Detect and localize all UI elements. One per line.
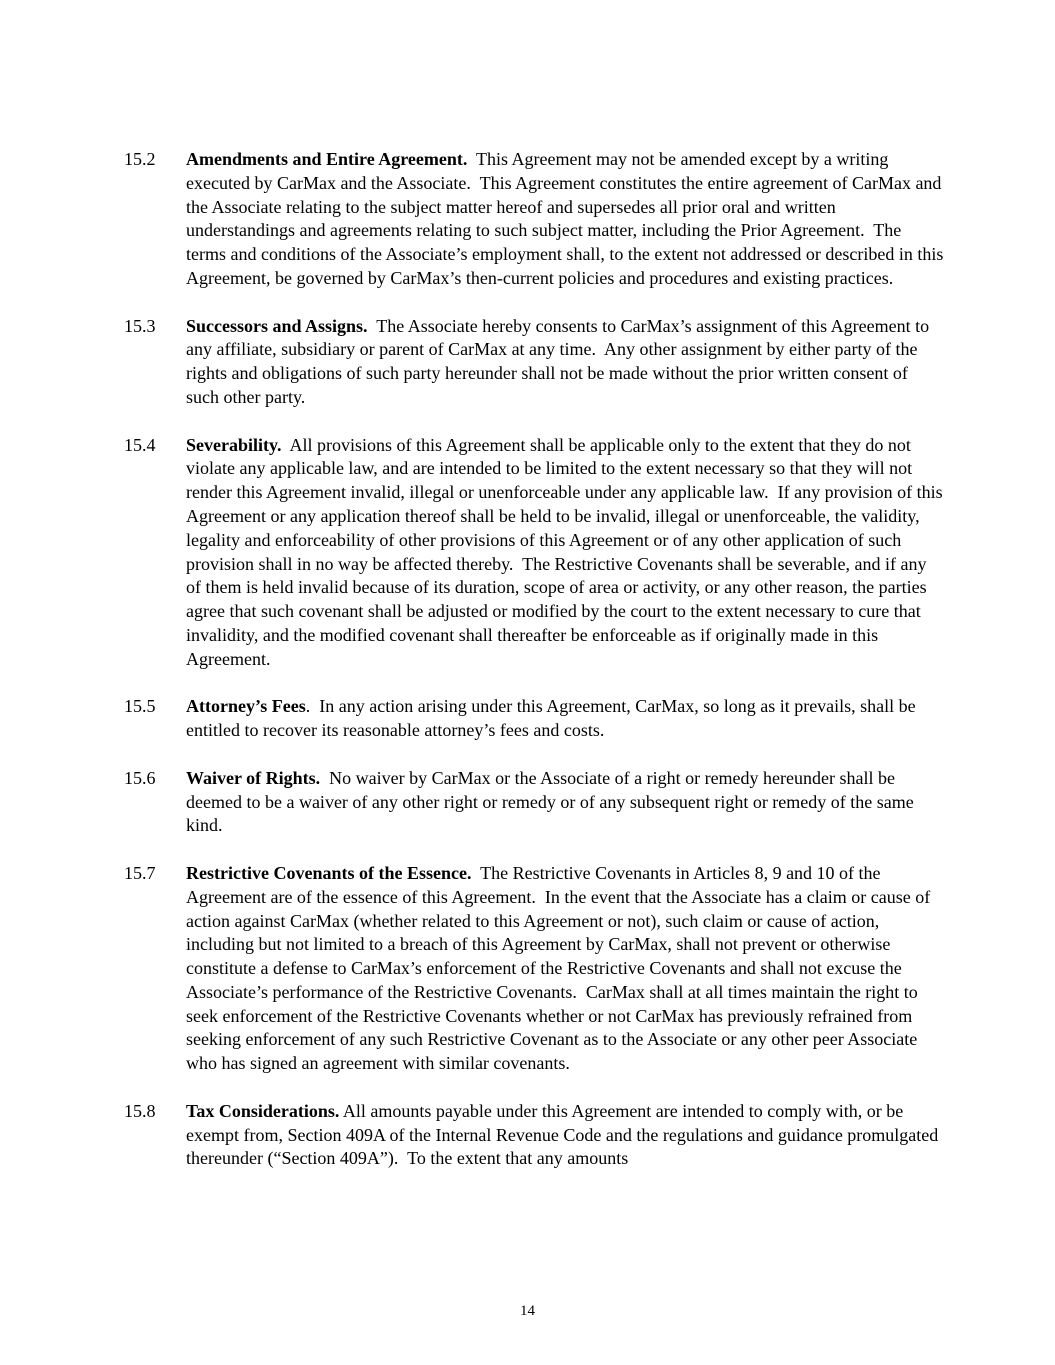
section-15-3 [124, 315, 944, 410]
section-body [186, 148, 947, 291]
section-body [186, 695, 944, 743]
section-body [186, 434, 947, 672]
section-15-6 [124, 767, 944, 838]
section-number: 15.2 [124, 149, 156, 169]
section-body [186, 862, 944, 1076]
section-heading: Severability. [186, 434, 282, 455]
document-body [124, 148, 947, 1195]
section-text: The Restrictive Covenants in Articles 8, 9 and 10 of the Agreement are of the essence of this Agreement. In the event that the Associate has a claim or cause of action against CarMax (whether related to this Agreement or not), such claim or cause of action, including but not limited to a breach of this Agreement by CarMax, shall not prevent or otherwise constitute a defense to CarMax’s enforcement of the Restrictive Covenants and shall not excuse the Associate’s performance of the Restrictive Covenants. CarMax shall at all times maintain the right to seek enforcement of the Restrictive Covenants whether or not CarMax has previously refrained from seeking enforcement of any such Restrictive Covenant as to the Associate or any other peer Associate who has signed an agreement with similar covenants. [186, 862, 935, 1074]
section-text: The Associate hereby consents to CarMax’s assignment of this Agreement to any affiliate, subsidiary or parent of CarMax at any time. Any other assignment by either party of the rights and obligations of such party hereunder shall not be made without the prior written consent of such other party. [186, 315, 934, 407]
section-15-7 [124, 862, 944, 1076]
section-body [186, 315, 944, 410]
section-heading: Restrictive Covenants of the Essence. [186, 862, 472, 883]
section-heading: Waiver of Rights. [186, 767, 321, 788]
section-text: All provisions of this Agreement shall be applicable only to the extent that they do not violate any applicable law, and are intended to be limited to the extent necessary so that they will not render this Agreement invalid, illegal or unenforceable under any applicable law. If any provision of this Agreement or any application thereof shall be held to be invalid, illegal or unenforceable, the validity, legality and enforceability of other provisions of this Agreement or of any other application of such provision shall in no way be affected thereby. The Restrictive Covenants shall be severable, and if any of them is held invalid because of its duration, scope of area or activity, or any other reason, the parties agree that such covenant shall be adjusted or modified by the court to the extent necessary to cure that invalidity, and the modified covenant shall thereafter be enforceable as if originally made in this Agreement. [186, 434, 947, 669]
section-text: All amounts payable under this Agreement are intended to comply with, or be exempt from, Section 409A of the Internal Revenue Code and the regulations and guidance promulgated thereunder (“Section 409A”). To the extent that any amounts [186, 1100, 943, 1169]
section-text: This Agreement may not be amended except by a writing executed by CarMax and the Associate. This Agreement constitutes the entire agreement of CarMax and the Associate relating to the subject matter hereof and supersedes all prior oral and written understandings and agreements relating to such subject matter, including the Prior Agreement. The terms and conditions of the Associate’s employment shall, to the extent not addressed or described in this Agreement, be governed by CarMax’s then-current policies and procedures and existing practices. [186, 149, 947, 288]
section-15-8 [124, 1100, 944, 1171]
section-heading: Tax Considerations. [186, 1100, 340, 1121]
section-heading: Amendments and Entire Agreement. [186, 149, 468, 169]
section-body [186, 1100, 944, 1171]
section-number: 15.4 [124, 434, 156, 455]
section-number: 15.7 [124, 862, 156, 883]
section-15-2 [124, 148, 947, 291]
section-heading: Successors and Assigns. [186, 315, 368, 336]
section-heading: Attorney’s Fees [186, 696, 306, 717]
page-number: 14 [520, 1303, 535, 1319]
section-number: 15.3 [124, 315, 156, 336]
section-number: 15.5 [124, 696, 156, 717]
section-15-4 [124, 434, 947, 672]
section-number: 15.6 [124, 767, 156, 788]
section-body [186, 767, 944, 838]
section-15-5 [124, 695, 944, 743]
section-number: 15.8 [124, 1100, 156, 1121]
section-text: . In any action arising under this Agreement, CarMax, so long as it prevails, shall be entitled to recover its reasonable attorney’s fees and costs. [186, 696, 921, 741]
section-text: No waiver by CarMax or the Associate of a right or remedy hereunder shall be deemed to be a waiver of any other right or remedy or of any subsequent right or remedy of the same kind. [186, 767, 919, 836]
